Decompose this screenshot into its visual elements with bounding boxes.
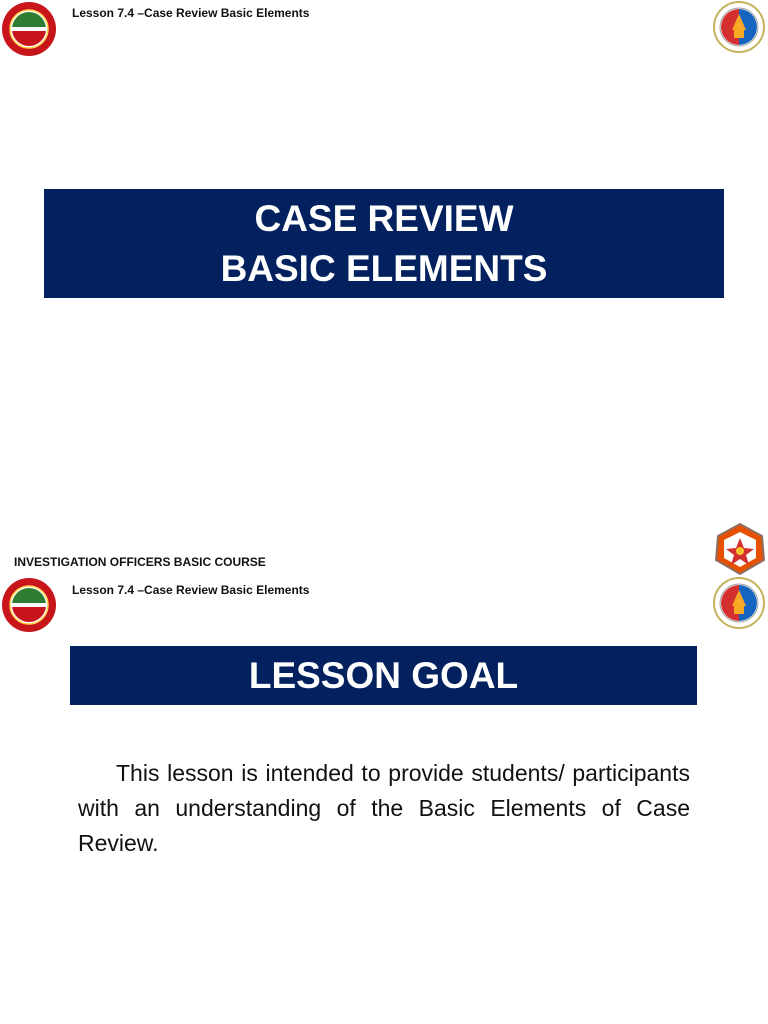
title-line-1: CASE REVIEW [254, 197, 514, 239]
slide-2 [0, 520, 768, 1024]
lesson-goal-body [78, 756, 690, 861]
title-banner [44, 189, 724, 298]
red-seal-logo-icon [0, 0, 58, 58]
red-seal-logo-icon [0, 576, 58, 634]
lesson-header: Lesson 7.4 –Case Review Basic Elements [72, 583, 310, 597]
course-name: INVESTIGATION OFFICERS BASIC COURSE [14, 555, 266, 569]
lesson-goal-banner [70, 646, 697, 705]
lesson-header: Lesson 7.4 –Case Review Basic Elements [72, 6, 310, 20]
seal-logo-icon [712, 576, 766, 630]
emblem-badge-icon [712, 522, 768, 576]
seal-logo-icon [712, 0, 766, 54]
lesson-goal-title: LESSON GOAL [248, 654, 519, 696]
title-line-2: BASIC ELEMENTS [220, 247, 548, 289]
lesson-goal-text: This lesson is intended to provide students/ participants with an understanding of the Basic Elements of Case Review. [78, 760, 690, 856]
